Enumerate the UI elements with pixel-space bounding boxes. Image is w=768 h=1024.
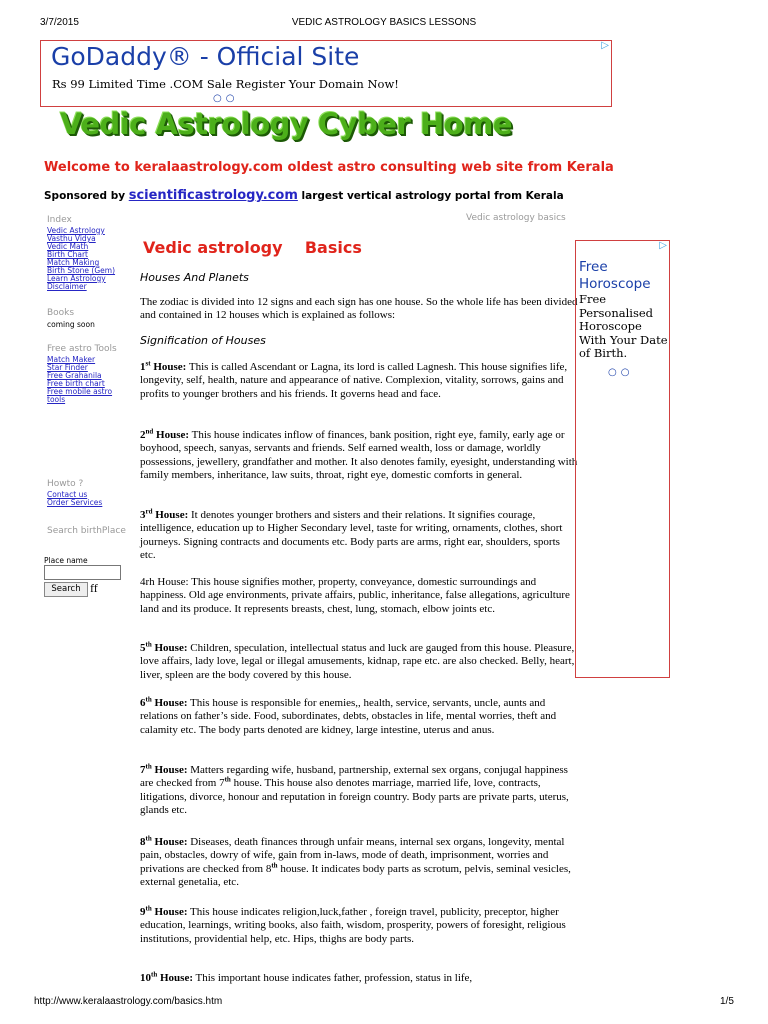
welcome-banner: Welcome to keralaastrology.com oldest astro consulting web site from Kerala bbox=[44, 160, 614, 175]
house-paragraph: 5th House: Children, speculation, intellectual status and luck are gauged from this house. Pleasure, love affairs, lady love, legal or illegal amusements, kidnap, rape etc. are also checked. Belly, heart, liver, spleen are the body covered by this house. bbox=[140, 640, 575, 681]
print-date: 3/7/2015 bbox=[40, 17, 79, 28]
sidebar-link-tools[interactable]: tools bbox=[47, 395, 66, 404]
sidebar-link-birth-chart[interactable]: Birth Chart bbox=[47, 250, 89, 259]
side-ad-description: Free Personalised Horoscope With Your Date of Birth. bbox=[579, 292, 668, 361]
section-subheading-houses-planets: Houses And Planets bbox=[140, 271, 249, 284]
document-title: VEDIC ASTROLOGY BASICS LESSONS bbox=[291, 17, 477, 28]
top-advertisement[interactable] bbox=[40, 40, 612, 107]
house-paragraph: 1st House: This is called Ascendant or Lagna, its lord is called Lagnesh. This house signifies life, longevity, self, health, nature and appearance of native. Complexion, vitality, sorrows, gains and profits to younger brothers and his friends. It governs head and face. bbox=[140, 359, 568, 400]
sidebar-link-disclaimer[interactable]: Disclaimer bbox=[47, 282, 87, 291]
sidebar-link-free-grahanila[interactable]: Free Grahanila bbox=[47, 371, 102, 380]
house-paragraph: 10th House: This important house indicates father, profession, status in life, bbox=[140, 970, 473, 984]
search-button[interactable]: Search bbox=[44, 582, 88, 597]
sidebar-link-vedic-math[interactable]: Vedic Math bbox=[47, 242, 89, 251]
house-paragraph: 8th House: Diseases, death finances through unfair means, internal sex organs, longevity, mental pain, obstacles, dowry of wife, gain from in-laws, mode of death, imprisonment, worries and privations are checked from 8th house. It indicates body parts as scrotum, pelvis, seminal vesicles, external genetalia, etc. bbox=[140, 834, 571, 888]
sponsor-prefix: Sponsored by bbox=[44, 190, 126, 202]
house-paragraph: 2nd House: This house indicates inflow of finances, bank position, right eye, family, early age or boyhood, speech, sanyas, servants and friends. Self earned wealth, loss or damage, worldly possessions, jewellery, grandfather and mother. It also denotes family, eyesight, understanding with family members, inheritance, law suits, throat, right eye, domestic comforts in general. bbox=[140, 427, 578, 481]
sidebar-tools-heading: Free astro Tools bbox=[47, 344, 117, 354]
ad-description: Rs 99 Limited Time .COM Sale Register Your Domain Now! bbox=[52, 77, 399, 91]
ad-title-link[interactable]: GoDaddy® - Official Site bbox=[51, 42, 360, 71]
ad-pagination-dots[interactable]: ○○ bbox=[213, 93, 239, 104]
sidebar-howto-links bbox=[47, 491, 102, 507]
sidebar-link-star-finder[interactable]: Star Finder bbox=[47, 363, 88, 372]
sidebar-link-vedic-astrology[interactable]: Vedic Astrology bbox=[47, 226, 105, 235]
page-number: 1/5 bbox=[720, 996, 734, 1007]
site-logo[interactable]: Vedic Astrology Cyber Home bbox=[60, 107, 513, 141]
sidebar-index-heading: Index bbox=[47, 215, 72, 225]
sidebar-search-heading: Search birthPlace bbox=[47, 526, 126, 536]
sidebar-books-heading: Books bbox=[47, 308, 75, 318]
house-paragraph: 3rd House: It denotes younger brothers and sisters and their relations. It signifies courage, intelligence, education up to Higher Secondary level, taste for writing, ornaments, clothes, short journeys. Signing contracts and documents etc. Body parts are arms, right ear, shoulders, sports etc. bbox=[140, 507, 563, 561]
sidebar-books-text: coming soon bbox=[47, 320, 95, 329]
place-name-label: Place name bbox=[44, 556, 88, 565]
sidebar-tools-links bbox=[47, 356, 112, 404]
page-title: Vedic astrology Basics bbox=[143, 238, 362, 257]
sidebar-link-birth-stone[interactable]: Birth Stone (Gem) bbox=[47, 266, 116, 275]
ff-text: ff bbox=[90, 581, 98, 595]
sidebar-howto-heading: Howto ? bbox=[47, 479, 84, 489]
house-paragraph: 4rh House: This house signifies mother, property, conveyance, domestic surroundings and happiness. Old age environments, private affairs, public, inheritance, false allegations, agriculture land and its produce. It represents breasts, chest, lung, stomach, elbow joints etc. bbox=[140, 576, 570, 615]
sidebar-link-order-services[interactable]: Order Services bbox=[47, 498, 103, 507]
sidebar-index-links bbox=[47, 227, 115, 291]
sidebar-link-match-making[interactable]: Match Making bbox=[47, 258, 100, 267]
sidebar-link-learn-astrology[interactable]: Learn Astrology bbox=[47, 274, 106, 283]
side-advertisement[interactable] bbox=[575, 240, 670, 678]
sidebar-link-contact-us[interactable]: Contact us bbox=[47, 490, 88, 499]
breadcrumb: Vedic astrology basics bbox=[466, 213, 566, 223]
sponsor-link[interactable]: scientificastrology.com bbox=[128, 188, 298, 203]
house-paragraph: 9th House: This house indicates religion,luck,father , foreign travel, publicity, preceptor, higher education, learnings, writing books, also faith, wisdom, prosperity, powers of foresight, religious institutions, providential help, etc. Hips, thighs are body parts. bbox=[140, 904, 566, 945]
sponsor-suffix: largest vertical astrology portal from Kerala bbox=[301, 190, 564, 202]
page-url: http://www.keralaastrology.com/basics.htm bbox=[34, 996, 223, 1007]
place-name-input[interactable] bbox=[44, 565, 121, 580]
intro-paragraph: The zodiac is divided into 12 signs and each sign has one house. So the whole life has been divided and contained in 12 houses which is explained as follows: bbox=[140, 296, 578, 322]
house-paragraph: 7th House: Matters regarding wife, husband, partnership, external sex organs, conjugal happiness are checked from 7th house. This house also denotes marriage, married life, love, contracts, litigations, divorce, honour and reputation in foreign country. Body parts are private parts, uterus, glands etc. bbox=[140, 762, 569, 816]
section-subheading-signification: Signification of Houses bbox=[140, 334, 266, 347]
house-paragraph: 6th House: This house is responsible for enemies,, health, service, servants, uncle, aunts and relations on father’s side. Food, subordinates, debts, obstacles in life, mental worries, theft and calamity etc. The body parts denoted are kidney, large intestine, uterus and anus. bbox=[140, 695, 557, 736]
sidebar-link-match-maker[interactable]: Match Maker bbox=[47, 355, 96, 364]
adchoices-icon[interactable]: ▷ bbox=[659, 240, 667, 251]
sidebar-link-vasthu-vidya[interactable]: Vasthu Vidya bbox=[47, 234, 96, 243]
sidebar-link-free-birth-chart[interactable]: Free birth chart bbox=[47, 379, 105, 388]
side-ad-pagination-dots[interactable]: ○○ bbox=[608, 367, 634, 378]
sponsor-line bbox=[44, 188, 564, 203]
sidebar-link-free-mobile-astro[interactable]: Free mobile astro bbox=[47, 387, 113, 396]
side-ad-title-link[interactable]: Free Horoscope bbox=[579, 259, 651, 292]
adchoices-icon[interactable]: ▷ bbox=[601, 40, 609, 51]
